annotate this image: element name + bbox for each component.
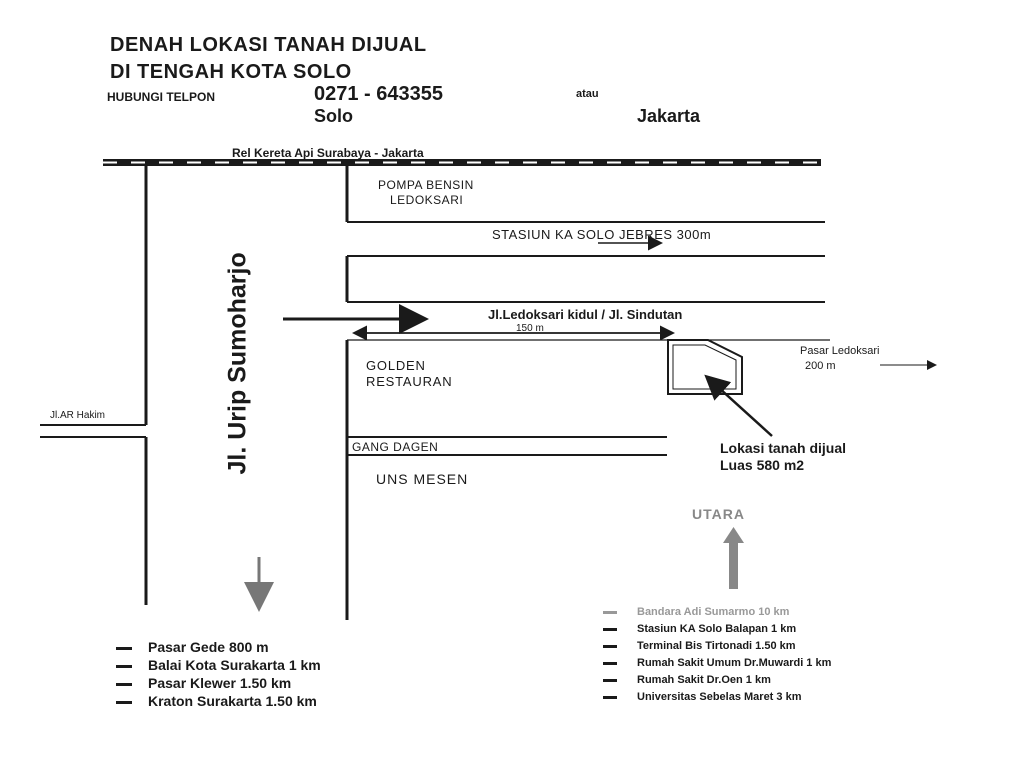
list-item — [603, 672, 831, 689]
stasiun-jebres-label: STASIUN KA SOLO JEBRES 300m — [492, 227, 712, 242]
dash-icon — [116, 647, 132, 650]
golden-label: GOLDEN — [366, 358, 426, 373]
list-item-label: Rumah Sakit Dr.Oen 1 km — [637, 674, 771, 686]
list-item — [116, 656, 321, 674]
or-label: atau — [576, 88, 599, 100]
distance-150-label: 150 m — [516, 323, 544, 334]
list-item-label: Terminal Bis Tirtonadi 1.50 km — [637, 640, 796, 652]
list-item — [603, 655, 831, 672]
list-item — [603, 638, 831, 655]
city-solo: Solo — [314, 106, 353, 126]
dash-icon — [603, 679, 617, 682]
list-item — [116, 692, 321, 710]
dash-icon — [603, 696, 617, 699]
list-item-label: Kraton Surakarta 1.50 km — [148, 693, 317, 709]
pasar-ledoksari-label: Pasar Ledoksari — [800, 345, 880, 357]
list-item — [603, 604, 831, 621]
land-area-label: Luas 580 m2 — [720, 457, 805, 473]
distance-200-label: 200 m — [805, 360, 836, 372]
list-item-label: Pasar Klewer 1.50 km — [148, 675, 292, 691]
ledoksari-label: LEDOKSARI — [390, 193, 464, 207]
north-arrow-icon — [723, 527, 744, 589]
pointer-to-land — [708, 378, 772, 436]
page-title: DENAH LOKASI TANAH DIJUAL — [110, 34, 427, 56]
railway-label: Rel Kereta Api Surabaya - Jakarta — [232, 146, 424, 160]
list-item — [603, 621, 831, 638]
contact-label: HUBUNGI TELPON — [107, 90, 215, 104]
list-item — [116, 638, 321, 656]
side-street-label: Jl.Ledoksari kidul / Jl. Sindutan — [488, 307, 683, 322]
dash-icon — [116, 665, 132, 668]
list-item — [116, 674, 321, 692]
dash-icon — [603, 611, 617, 614]
list-item-label: Stasiun KA Solo Balapan 1 km — [637, 623, 797, 635]
list-item-label: Bandara Adi Sumarmo 10 km — [637, 606, 790, 618]
main-street-label: Jl. Urip Sumoharjo — [223, 252, 252, 475]
railway-line — [103, 159, 821, 166]
page-subtitle: DI TENGAH KOTA SOLO — [110, 61, 352, 83]
restauran-label: RESTAURAN — [366, 374, 453, 389]
city-jakarta: Jakarta — [637, 106, 701, 126]
dash-icon — [116, 701, 132, 704]
landmarks-left-list — [116, 638, 321, 710]
list-item-label: Universitas Sebelas Maret 3 km — [637, 691, 802, 703]
landmarks-right-list — [603, 604, 831, 706]
gang-dagen-label: GANG DAGEN — [352, 440, 439, 454]
land-plot — [668, 340, 742, 394]
land-location-label: Lokasi tanah dijual — [720, 440, 847, 456]
list-item-label: Balai Kota Surakarta 1 km — [148, 657, 321, 673]
dash-icon — [116, 683, 132, 686]
phone-number: 0271 - 643355 — [314, 83, 444, 105]
dash-icon — [603, 628, 617, 631]
list-item-label: Rumah Sakit Umum Dr.Muwardi 1 km — [637, 657, 832, 669]
list-item — [603, 689, 831, 706]
uns-mesen-label: UNS MESEN — [376, 471, 469, 487]
ar-hakim-label: Jl.AR Hakim — [50, 410, 106, 421]
left-road — [40, 166, 146, 605]
block-lines — [347, 222, 830, 455]
north-label: UTARA — [692, 506, 745, 522]
pompa-bensin-label: POMPA BENSIN — [378, 178, 474, 192]
dash-icon — [603, 662, 617, 665]
dash-icon — [603, 645, 617, 648]
list-item-label: Pasar Gede 800 m — [148, 639, 269, 655]
